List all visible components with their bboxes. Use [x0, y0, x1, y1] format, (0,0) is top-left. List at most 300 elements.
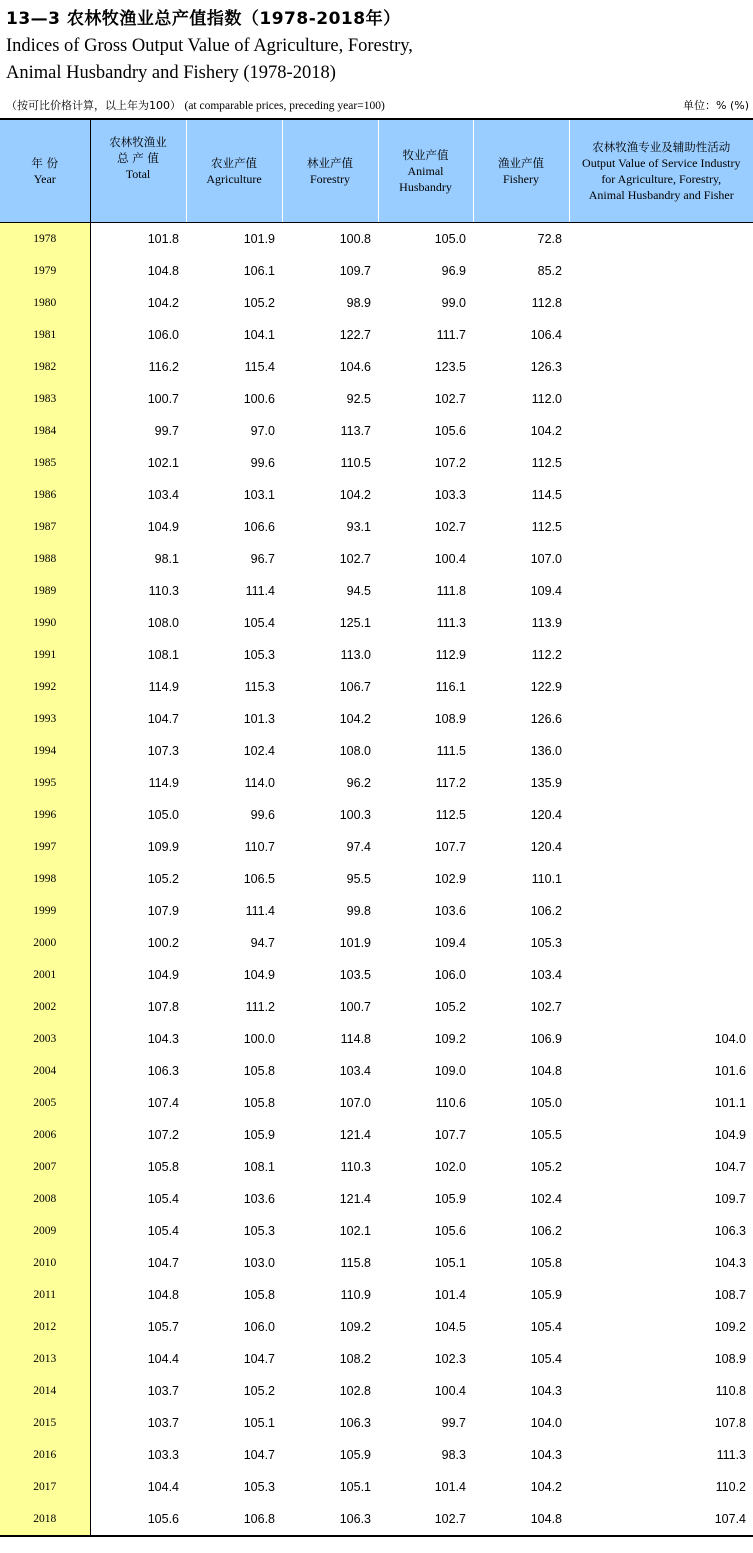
agriculture-cell: 105.4 — [243, 616, 275, 630]
forestry-cell: 107.0 — [339, 1096, 371, 1110]
header-forestry-cn: 林业产值 — [307, 156, 353, 170]
forestry-cell: 98.9 — [346, 296, 371, 310]
fishery-cell: 106.9 — [530, 1032, 562, 1046]
service-cell — [569, 447, 753, 479]
header-total-cn1: 农林牧渔业 — [109, 135, 167, 149]
total-cell: 104.2 — [147, 296, 179, 310]
agriculture-cell: 104.9 — [243, 968, 275, 982]
table-row — [0, 287, 753, 319]
table-row — [0, 1247, 753, 1279]
year-cell: 1994 — [0, 735, 90, 767]
table-row — [0, 959, 753, 991]
table-row — [0, 799, 753, 831]
animal-husbandry-cell: 105.6 — [434, 424, 466, 438]
fishery-cell: 112.5 — [531, 520, 562, 534]
year-cell: 1998 — [0, 863, 90, 895]
animal-husbandry-cell: 102.7 — [434, 392, 466, 406]
service-cell — [569, 479, 753, 511]
agriculture-cell: 108.1 — [243, 1160, 275, 1174]
table-row — [0, 415, 753, 447]
table-row — [0, 1215, 753, 1247]
year-cell: 1991 — [0, 639, 90, 671]
service-cell: 110.8 — [715, 1384, 746, 1398]
forestry-cell: 102.7 — [339, 552, 371, 566]
agriculture-cell: 106.5 — [243, 872, 275, 886]
total-cell: 105.7 — [147, 1320, 179, 1334]
forestry-cell: 108.0 — [339, 744, 371, 758]
agriculture-cell: 102.4 — [243, 744, 275, 758]
animal-husbandry-cell: 107.7 — [434, 840, 466, 854]
service-cell — [569, 575, 753, 607]
animal-husbandry-cell: 102.3 — [434, 1352, 466, 1366]
animal-husbandry-cell: 112.5 — [435, 808, 466, 822]
agriculture-cell: 114.0 — [244, 776, 275, 790]
service-cell — [569, 767, 753, 799]
table-row — [0, 639, 753, 671]
table-title-en-line1: Indices of Gross Output Value of Agriculture, Forestry, — [6, 36, 413, 56]
total-cell: 116.2 — [148, 360, 179, 374]
forestry-cell: 110.3 — [340, 1160, 371, 1174]
year-cell: 2009 — [0, 1215, 90, 1247]
service-cell — [569, 319, 753, 351]
forestry-cell: 102.8 — [339, 1384, 371, 1398]
animal-husbandry-cell: 109.4 — [434, 936, 466, 950]
total-cell: 105.4 — [147, 1192, 179, 1206]
forestry-cell: 101.9 — [339, 936, 371, 950]
forestry-cell: 103.4 — [339, 1064, 371, 1078]
year-cell: 1988 — [0, 543, 90, 575]
table-row — [0, 607, 753, 639]
table-row — [0, 1023, 753, 1055]
forestry-cell: 110.5 — [340, 456, 371, 470]
year-cell: 1992 — [0, 671, 90, 703]
fishery-cell: 85.2 — [537, 264, 562, 278]
service-cell — [569, 895, 753, 927]
animal-husbandry-cell: 116.1 — [435, 680, 466, 694]
table-row — [0, 735, 753, 767]
animal-husbandry-cell: 109.2 — [434, 1032, 466, 1046]
year-cell: 2013 — [0, 1343, 90, 1375]
header-animal-en1: Animal — [407, 164, 444, 178]
fishery-cell: 112.0 — [531, 392, 562, 406]
animal-husbandry-cell: 100.4 — [434, 552, 466, 566]
service-cell: 108.7 — [714, 1288, 746, 1302]
agriculture-cell: 105.2 — [243, 296, 275, 310]
total-cell: 107.8 — [147, 1000, 179, 1014]
agriculture-cell: 105.2 — [243, 1384, 275, 1398]
table-row — [0, 1503, 753, 1536]
forestry-cell: 121.4 — [339, 1128, 371, 1142]
agriculture-cell: 103.0 — [243, 1256, 275, 1270]
service-cell — [569, 351, 753, 383]
year-cell: 2003 — [0, 1023, 90, 1055]
agriculture-cell: 115.3 — [244, 680, 275, 694]
service-cell — [569, 511, 753, 543]
fishery-cell: 105.4 — [530, 1320, 562, 1334]
total-cell: 104.4 — [147, 1352, 179, 1366]
agriculture-cell: 104.1 — [243, 328, 275, 342]
total-cell: 104.7 — [147, 1256, 179, 1270]
header-agriculture-cn: 农业产值 — [211, 156, 257, 170]
fishery-cell: 102.7 — [530, 1000, 562, 1014]
header-year — [0, 119, 90, 223]
agriculture-cell: 97.0 — [250, 424, 275, 438]
forestry-cell: 113.0 — [340, 648, 371, 662]
fishery-cell: 135.9 — [530, 776, 562, 790]
agriculture-cell: 101.3 — [243, 712, 275, 726]
animal-husbandry-cell: 105.1 — [434, 1256, 466, 1270]
fishery-cell: 106.2 — [530, 904, 562, 918]
forestry-cell: 105.1 — [339, 1480, 371, 1494]
service-cell — [569, 543, 753, 575]
forestry-cell: 113.7 — [340, 424, 371, 438]
fishery-cell: 120.4 — [530, 808, 562, 822]
service-cell: 104.3 — [714, 1256, 746, 1270]
fishery-cell: 114.5 — [531, 488, 562, 502]
year-cell: 1981 — [0, 319, 90, 351]
year-cell: 2016 — [0, 1439, 90, 1471]
table-row — [0, 1407, 753, 1439]
year-cell: 2012 — [0, 1311, 90, 1343]
forestry-cell: 109.2 — [339, 1320, 371, 1334]
total-cell: 101.8 — [147, 232, 179, 246]
total-cell: 103.7 — [147, 1384, 179, 1398]
total-cell: 103.4 — [147, 488, 179, 502]
forestry-cell: 100.8 — [339, 232, 371, 246]
agriculture-cell: 104.7 — [243, 1352, 275, 1366]
animal-husbandry-cell: 111.3 — [436, 616, 466, 630]
header-animal-en2: Husbandry — [399, 180, 452, 194]
table-row — [0, 319, 753, 351]
forestry-cell: 103.5 — [339, 968, 371, 982]
agriculture-cell: 106.6 — [243, 520, 275, 534]
header-year-cn: 年 份 — [31, 156, 59, 170]
total-cell: 104.4 — [147, 1480, 179, 1494]
year-cell: 2005 — [0, 1087, 90, 1119]
fishery-cell: 112.2 — [531, 648, 562, 662]
forestry-cell: 106.3 — [282, 1503, 378, 1536]
total-cell: 104.3 — [147, 1032, 179, 1046]
agriculture-cell: 104.7 — [243, 1448, 275, 1462]
table-row — [0, 1087, 753, 1119]
service-cell: 107.8 — [714, 1416, 746, 1430]
total-cell: 105.6 — [90, 1503, 186, 1536]
year-cell: 1978 — [0, 223, 90, 256]
forestry-cell: 106.3 — [339, 1416, 371, 1430]
table-row — [0, 895, 753, 927]
table-row — [0, 351, 753, 383]
animal-husbandry-cell: 110.6 — [435, 1096, 466, 1110]
service-cell — [569, 223, 753, 256]
animal-husbandry-cell: 99.7 — [441, 1416, 466, 1430]
agriculture-cell: 110.7 — [244, 840, 275, 854]
animal-husbandry-cell: 103.3 — [434, 488, 466, 502]
agriculture-cell: 115.4 — [244, 360, 275, 374]
unit-label: 单位：% (%) — [683, 99, 749, 112]
header-service-en3: Animal Husbandry and Fisher — [588, 188, 734, 202]
animal-husbandry-cell: 123.5 — [434, 360, 466, 374]
forestry-cell: 97.4 — [346, 840, 371, 854]
year-cell: 2011 — [0, 1279, 90, 1311]
header-fishery-en: Fishery — [503, 172, 539, 186]
table-row — [0, 1279, 753, 1311]
header-agriculture — [186, 119, 282, 223]
year-cell: 1997 — [0, 831, 90, 863]
forestry-cell: 102.1 — [339, 1224, 371, 1238]
forestry-cell: 109.7 — [339, 264, 371, 278]
header-service — [569, 119, 753, 223]
total-cell: 104.9 — [147, 520, 179, 534]
forestry-cell: 99.8 — [346, 904, 371, 918]
fishery-cell: 110.1 — [531, 872, 562, 886]
service-cell: 109.7 — [714, 1192, 746, 1206]
forestry-cell: 125.1 — [339, 616, 371, 630]
fishery-cell: 103.4 — [530, 968, 562, 982]
table-row — [0, 831, 753, 863]
service-cell — [569, 639, 753, 671]
fishery-cell: 105.8 — [530, 1256, 562, 1270]
table-row — [0, 575, 753, 607]
total-cell: 107.3 — [147, 744, 179, 758]
service-cell: 108.9 — [714, 1352, 746, 1366]
table-row — [0, 671, 753, 703]
total-cell: 105.8 — [147, 1160, 179, 1174]
agriculture-cell: 105.8 — [243, 1288, 275, 1302]
agriculture-cell: 103.6 — [243, 1192, 275, 1206]
agriculture-cell: 106.1 — [243, 264, 275, 278]
animal-husbandry-cell: 106.0 — [434, 968, 466, 982]
agriculture-cell: 106.0 — [243, 1320, 275, 1334]
fishery-cell: 104.2 — [530, 1480, 562, 1494]
total-cell: 103.3 — [147, 1448, 179, 1462]
total-cell: 104.8 — [147, 264, 179, 278]
header-agriculture-en: Agriculture — [206, 172, 262, 186]
forestry-cell: 92.5 — [346, 392, 371, 406]
service-cell: 101.1 — [714, 1096, 746, 1110]
total-cell: 103.7 — [147, 1416, 179, 1430]
table-row — [0, 223, 753, 256]
table-header — [0, 119, 753, 223]
year-cell: 1996 — [0, 799, 90, 831]
forestry-cell: 110.9 — [340, 1288, 371, 1302]
service-cell: 101.6 — [714, 1064, 746, 1078]
agriculture-cell: 100.0 — [243, 1032, 275, 1046]
year-cell: 1986 — [0, 479, 90, 511]
animal-husbandry-cell: 105.9 — [434, 1192, 466, 1206]
output-index-table — [0, 118, 753, 1537]
fishery-cell: 104.3 — [530, 1384, 562, 1398]
fishery-cell: 105.0 — [530, 1096, 562, 1110]
total-cell: 100.7 — [147, 392, 179, 406]
forestry-cell: 100.3 — [339, 808, 371, 822]
animal-husbandry-cell: 107.7 — [434, 1128, 466, 1142]
animal-husbandry-cell: 109.0 — [434, 1064, 466, 1078]
agriculture-cell: 103.1 — [243, 488, 275, 502]
service-cell — [569, 735, 753, 767]
header-animal-husbandry — [378, 119, 473, 223]
fishery-cell: 112.8 — [531, 296, 562, 310]
year-cell: 1985 — [0, 447, 90, 479]
fishery-cell: 105.2 — [530, 1160, 562, 1174]
fishery-cell: 105.4 — [530, 1352, 562, 1366]
fishery-cell: 104.0 — [530, 1416, 562, 1430]
forestry-cell: 108.2 — [339, 1352, 371, 1366]
service-cell — [569, 927, 753, 959]
forestry-cell: 94.5 — [346, 584, 371, 598]
forestry-cell: 100.7 — [339, 1000, 371, 1014]
year-cell: 2004 — [0, 1055, 90, 1087]
fishery-cell: 104.3 — [530, 1448, 562, 1462]
forestry-cell: 104.2 — [339, 712, 371, 726]
animal-husbandry-cell: 96.9 — [441, 264, 466, 278]
fishery-cell: 106.4 — [530, 328, 562, 342]
year-cell: 1983 — [0, 383, 90, 415]
year-cell: 2001 — [0, 959, 90, 991]
total-cell: 108.1 — [147, 648, 179, 662]
total-cell: 105.2 — [147, 872, 179, 886]
agriculture-cell: 106.8 — [186, 1503, 282, 1536]
animal-husbandry-cell: 102.0 — [434, 1160, 466, 1174]
table-row — [0, 1183, 753, 1215]
service-cell: 104.0 — [714, 1032, 746, 1046]
service-cell — [569, 959, 753, 991]
service-cell — [569, 991, 753, 1023]
table-row — [0, 1055, 753, 1087]
header-year-en: Year — [33, 172, 56, 186]
header-total — [90, 119, 186, 223]
fishery-cell: 105.3 — [530, 936, 562, 950]
year-cell: 2002 — [0, 991, 90, 1023]
total-cell: 114.9 — [148, 776, 179, 790]
forestry-cell: 106.7 — [339, 680, 371, 694]
animal-husbandry-cell: 111.5 — [436, 744, 466, 758]
total-cell: 105.4 — [147, 1224, 179, 1238]
animal-husbandry-cell: 107.2 — [434, 456, 466, 470]
animal-husbandry-cell: 105.2 — [434, 1000, 466, 1014]
forestry-cell: 105.9 — [339, 1448, 371, 1462]
year-cell: 1987 — [0, 511, 90, 543]
header-animal-cn: 牧业产值 — [402, 148, 449, 162]
animal-husbandry-cell: 105.6 — [434, 1224, 466, 1238]
total-cell: 106.3 — [147, 1064, 179, 1078]
year-cell: 1995 — [0, 767, 90, 799]
table-row — [0, 1439, 753, 1471]
total-cell: 114.9 — [148, 680, 179, 694]
total-cell: 105.0 — [147, 808, 179, 822]
agriculture-cell: 105.8 — [243, 1064, 275, 1078]
forestry-cell: 96.2 — [346, 776, 371, 790]
animal-husbandry-cell: 105.0 — [434, 232, 466, 246]
agriculture-cell: 105.3 — [243, 1480, 275, 1494]
animal-husbandry-cell: 112.9 — [435, 648, 466, 662]
total-cell: 109.9 — [147, 840, 179, 854]
agriculture-cell: 111.2 — [245, 1000, 275, 1014]
agriculture-cell: 99.6 — [250, 808, 275, 822]
table-row — [0, 447, 753, 479]
service-cell: 110.2 — [715, 1480, 746, 1494]
total-cell: 99.7 — [154, 424, 179, 438]
animal-husbandry-cell: 100.4 — [434, 1384, 466, 1398]
service-cell: 106.3 — [714, 1224, 746, 1238]
animal-husbandry-cell: 103.6 — [434, 904, 466, 918]
total-cell: 107.9 — [147, 904, 179, 918]
service-cell — [569, 671, 753, 703]
agriculture-cell: 94.7 — [250, 936, 275, 950]
fishery-cell: 113.9 — [531, 616, 562, 630]
fishery-cell: 104.8 — [473, 1503, 569, 1536]
service-cell — [569, 799, 753, 831]
total-cell: 110.3 — [148, 584, 179, 598]
year-cell: 2006 — [0, 1119, 90, 1151]
service-cell — [569, 607, 753, 639]
fishery-cell: 120.4 — [530, 840, 562, 854]
fishery-cell: 112.5 — [531, 456, 562, 470]
agriculture-cell: 111.4 — [245, 904, 275, 918]
year-cell: 1989 — [0, 575, 90, 607]
animal-husbandry-cell: 101.4 — [434, 1480, 466, 1494]
table-row — [0, 1311, 753, 1343]
year-cell: 2018 — [0, 1503, 90, 1536]
fishery-cell: 107.0 — [530, 552, 562, 566]
agriculture-cell: 105.8 — [243, 1096, 275, 1110]
forestry-cell: 93.1 — [346, 520, 371, 534]
animal-husbandry-cell: 101.4 — [434, 1288, 466, 1302]
year-cell: 2007 — [0, 1151, 90, 1183]
year-cell: 1980 — [0, 287, 90, 319]
service-cell — [569, 831, 753, 863]
animal-husbandry-cell: 111.7 — [436, 328, 466, 342]
table-row — [0, 927, 753, 959]
table-title-cn: 13—3 农林牧渔业总产值指数（1978-2018年） — [6, 9, 401, 29]
table-row — [0, 383, 753, 415]
fishery-cell: 109.4 — [530, 584, 562, 598]
service-cell — [569, 383, 753, 415]
agriculture-cell: 105.3 — [243, 1224, 275, 1238]
year-cell: 1982 — [0, 351, 90, 383]
year-cell: 1990 — [0, 607, 90, 639]
animal-husbandry-cell: 108.9 — [434, 712, 466, 726]
header-total-en: Total — [125, 167, 151, 181]
fishery-cell: 102.4 — [530, 1192, 562, 1206]
service-cell: 104.9 — [714, 1128, 746, 1142]
header-service-en2: for Agriculture, Forestry, — [601, 172, 722, 186]
fishery-cell: 126.6 — [530, 712, 562, 726]
agriculture-cell: 101.9 — [243, 232, 275, 246]
table-note-en: (at comparable prices, preceding year=100) — [184, 100, 385, 112]
year-cell: 2008 — [0, 1183, 90, 1215]
agriculture-cell: 105.9 — [243, 1128, 275, 1142]
table-row — [0, 863, 753, 895]
header-fishery-cn: 渔业产值 — [498, 156, 544, 170]
fishery-cell: 136.0 — [530, 744, 562, 758]
year-cell: 2015 — [0, 1407, 90, 1439]
total-cell: 106.0 — [147, 328, 179, 342]
animal-husbandry-cell: 117.2 — [435, 776, 466, 790]
header-forestry-en: Forestry — [310, 172, 350, 186]
table-row — [0, 1343, 753, 1375]
header-forestry — [282, 119, 378, 223]
total-cell: 107.2 — [147, 1128, 179, 1142]
year-cell: 2014 — [0, 1375, 90, 1407]
agriculture-cell: 105.1 — [243, 1416, 275, 1430]
total-cell: 104.9 — [147, 968, 179, 982]
animal-husbandry-cell: 99.0 — [441, 296, 466, 310]
table-row — [0, 255, 753, 287]
table-note-cn: （按可比价格计算，以上年为100） — [6, 99, 181, 112]
forestry-cell: 114.8 — [340, 1032, 371, 1046]
total-cell: 107.4 — [147, 1096, 179, 1110]
forestry-cell: 121.4 — [339, 1192, 371, 1206]
